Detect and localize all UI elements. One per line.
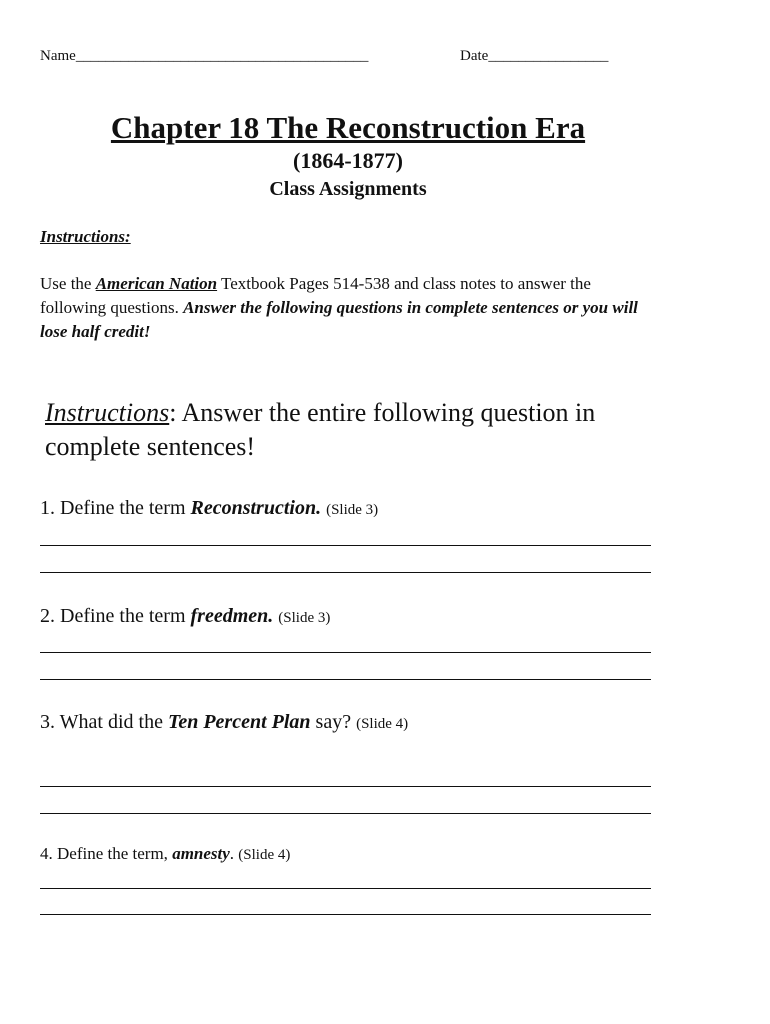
answer-line[interactable] <box>40 679 651 680</box>
page-title: Chapter 18 The Reconstruction Era <box>110 110 586 145</box>
question-2 <box>40 605 330 628</box>
question-1-term: Reconstruction. <box>190 497 322 519</box>
answer-line[interactable] <box>40 914 651 915</box>
question-instructions <box>45 396 685 464</box>
instructions-heading: Instructions: <box>40 227 131 246</box>
question-4 <box>40 844 290 864</box>
question-4-term: amnesty <box>172 844 230 863</box>
paragraph-text-start: Use the <box>40 274 96 293</box>
question-3-suffix: say? <box>310 711 357 733</box>
name-field-label: Name_______________________________________ <box>40 48 369 64</box>
answer-line[interactable] <box>40 572 651 573</box>
question-4-prefix: 4. Define the term, <box>40 844 173 863</box>
question-4-slide: (Slide 4) <box>238 847 291 863</box>
question-1-slide: (Slide 3) <box>326 502 379 518</box>
question-2-term: freedmen. <box>190 605 274 627</box>
question-4-suffix: . <box>229 844 239 863</box>
textbook-title: American Nation <box>95 274 218 293</box>
page-subtitle: Class Assignments <box>269 178 427 200</box>
answer-line[interactable] <box>40 786 651 787</box>
question-3-term: Ten Percent Plan <box>167 711 311 733</box>
question-3-prefix: 3. What did the <box>40 711 168 733</box>
question-instructions-label: Instructions <box>45 398 170 427</box>
question-instructions-text: : Answer the entire following question in complete sentences! <box>45 398 596 461</box>
instructions-paragraph <box>40 272 640 344</box>
question-1-prefix: 1. Define the term <box>40 497 191 519</box>
answer-line[interactable] <box>40 652 651 653</box>
question-3-slide: (Slide 4) <box>356 716 409 732</box>
question-2-prefix: 2. Define the term <box>40 605 191 627</box>
answer-line[interactable] <box>40 545 651 546</box>
era-years: (1864-1877) <box>293 148 403 173</box>
credit-warning: Answer the following questions in complete sentences or you will lose half credit! <box>40 298 638 341</box>
date-field-label: Date________________ <box>460 48 609 64</box>
question-2-slide: (Slide 3) <box>278 610 331 626</box>
answer-line[interactable] <box>40 888 651 889</box>
question-3 <box>40 711 408 734</box>
question-1 <box>40 497 378 520</box>
paragraph-text-middle: Textbook Pages 514-538 and class notes to answer the following questions. <box>40 274 591 317</box>
answer-line[interactable] <box>40 813 651 814</box>
